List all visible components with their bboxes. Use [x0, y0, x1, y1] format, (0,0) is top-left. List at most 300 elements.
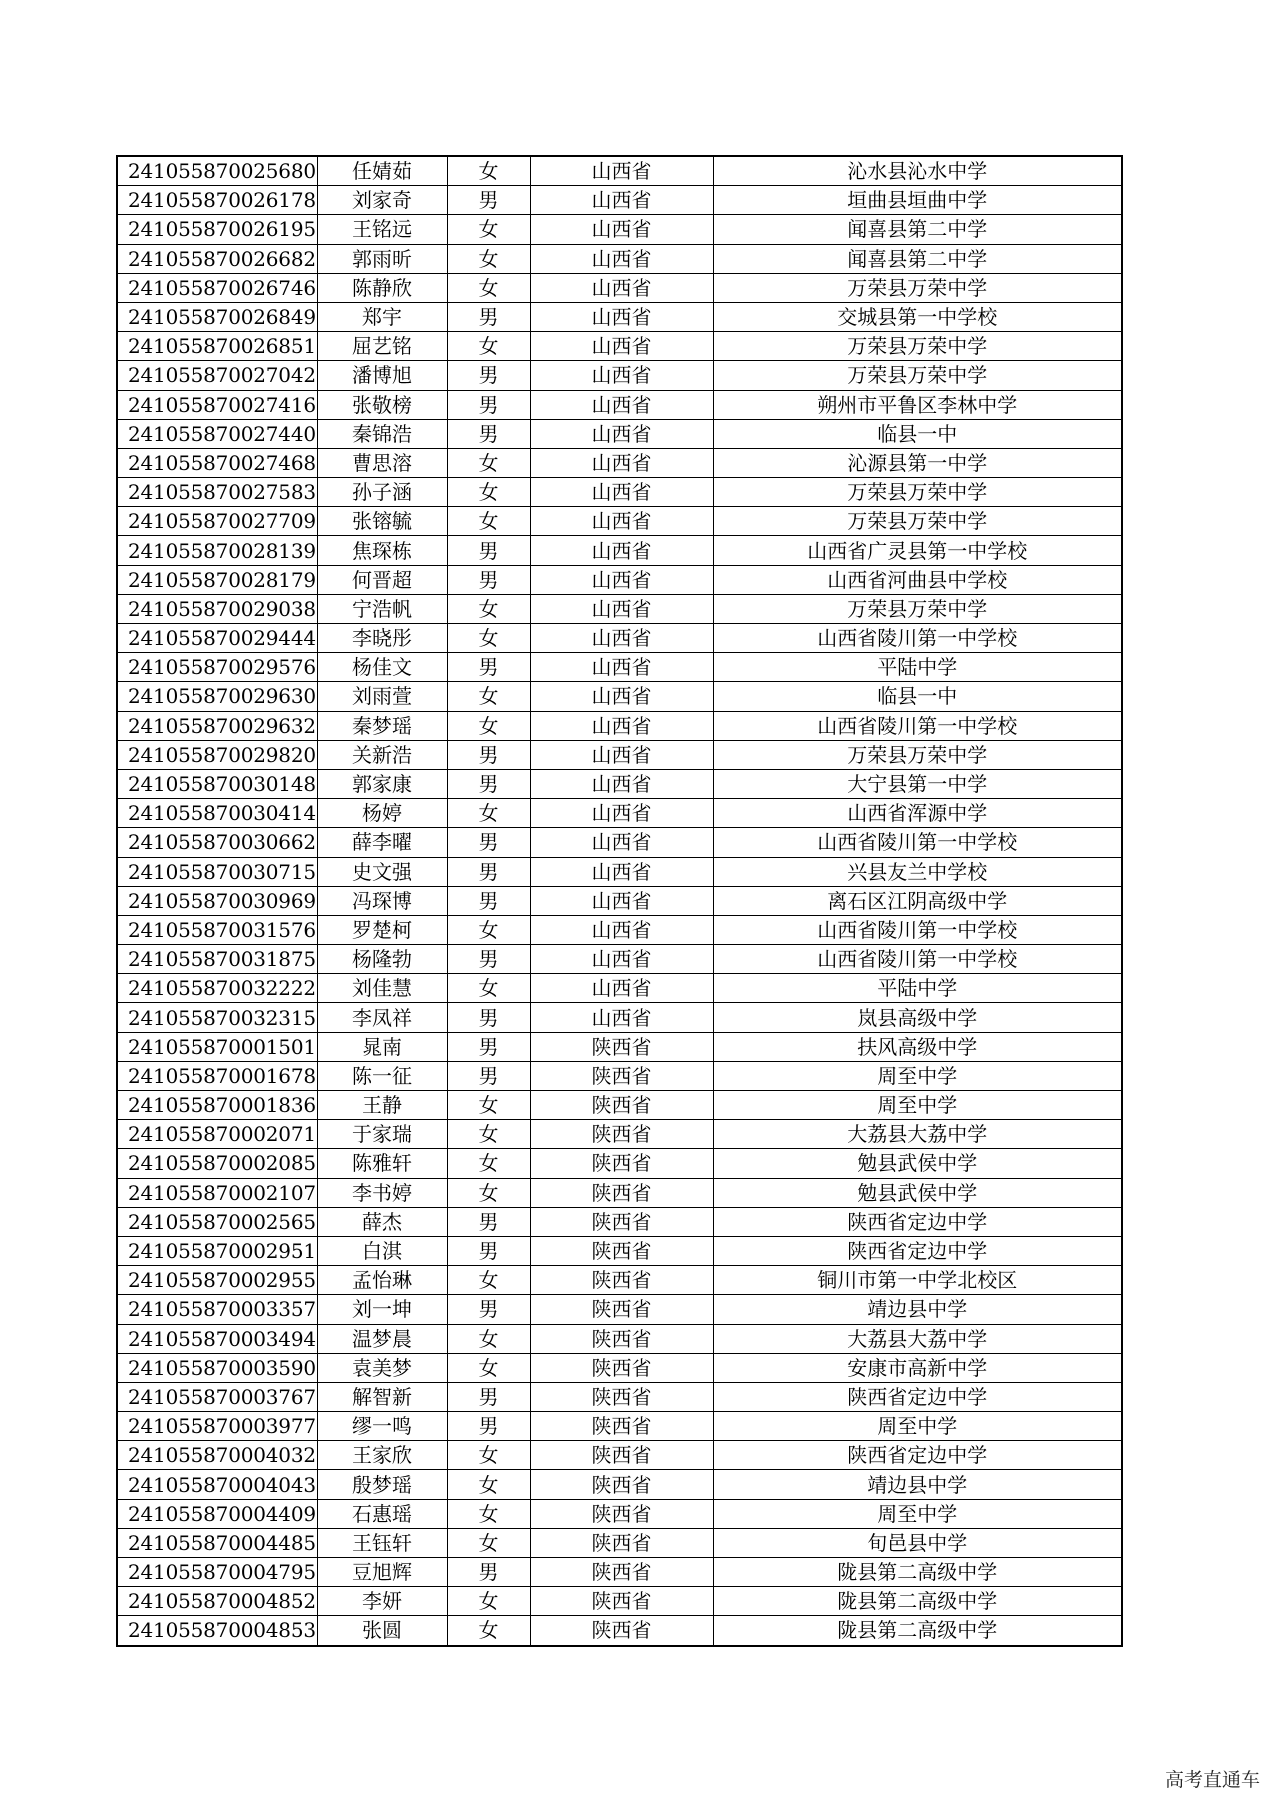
candidate-id-cell: 241055870001501: [117, 1032, 317, 1061]
gender-cell: 女: [447, 799, 530, 828]
table-row: [117, 1149, 1122, 1178]
table-row: [117, 156, 1122, 186]
table-row: [117, 769, 1122, 798]
gender-cell: 女: [447, 1149, 530, 1178]
name-cell: 张敬榜: [317, 390, 447, 419]
candidate-id-cell: 241055870032315: [117, 1003, 317, 1032]
gender-cell: 女: [447, 915, 530, 944]
gender-cell: 女: [447, 1266, 530, 1295]
school-cell: 万荣县万荣中学: [713, 507, 1122, 536]
candidate-id-cell: 241055870004853: [117, 1616, 317, 1646]
gender-cell: 女: [447, 1470, 530, 1499]
school-cell: 兴县友兰中学校: [713, 857, 1122, 886]
school-cell: 扶风高级中学: [713, 1032, 1122, 1061]
name-cell: 何晋超: [317, 565, 447, 594]
school-cell: 临县一中: [713, 682, 1122, 711]
name-cell: 罗楚柯: [317, 915, 447, 944]
gender-cell: 女: [447, 594, 530, 623]
province-cell: 山西省: [530, 536, 713, 565]
gender-cell: 男: [447, 945, 530, 974]
table-row: [117, 624, 1122, 653]
gender-cell: 男: [447, 186, 530, 215]
province-cell: 山西省: [530, 302, 713, 331]
table-row: [117, 1470, 1122, 1499]
candidate-id-cell: 241055870029630: [117, 682, 317, 711]
province-cell: 山西省: [530, 740, 713, 769]
province-cell: 陕西省: [530, 1295, 713, 1324]
name-cell: 焦琛栋: [317, 536, 447, 565]
gender-cell: 女: [447, 478, 530, 507]
table-row: [117, 1061, 1122, 1090]
name-cell: 屈艺铭: [317, 332, 447, 361]
province-cell: 陕西省: [530, 1091, 713, 1120]
table-row: [117, 682, 1122, 711]
province-cell: 山西省: [530, 1003, 713, 1032]
school-cell: 万荣县万荣中学: [713, 332, 1122, 361]
name-cell: 孟怡琳: [317, 1266, 447, 1295]
gender-cell: 男: [447, 565, 530, 594]
province-cell: 陕西省: [530, 1587, 713, 1616]
name-cell: 孙子涵: [317, 478, 447, 507]
school-cell: 临县一中: [713, 419, 1122, 448]
table-row: [117, 1587, 1122, 1616]
school-cell: 山西省陵川第一中学校: [713, 624, 1122, 653]
name-cell: 陈静欣: [317, 273, 447, 302]
school-cell: 离石区江阴高级中学: [713, 886, 1122, 915]
province-cell: 陕西省: [530, 1558, 713, 1587]
province-cell: 山西省: [530, 244, 713, 273]
name-cell: 杨佳文: [317, 653, 447, 682]
province-cell: 山西省: [530, 769, 713, 798]
candidate-id-cell: 241055870004852: [117, 1587, 317, 1616]
table-row: [117, 332, 1122, 361]
gender-cell: 男: [447, 1061, 530, 1090]
province-cell: 山西省: [530, 215, 713, 244]
candidate-id-cell: 241055870030662: [117, 828, 317, 857]
candidate-id-cell: 241055870028139: [117, 536, 317, 565]
name-cell: 王铭远: [317, 215, 447, 244]
school-cell: 大宁县第一中学: [713, 769, 1122, 798]
province-cell: 陕西省: [530, 1441, 713, 1470]
gender-cell: 男: [447, 857, 530, 886]
school-cell: 大荔县大荔中学: [713, 1324, 1122, 1353]
name-cell: 李书婷: [317, 1178, 447, 1207]
province-cell: 陕西省: [530, 1470, 713, 1499]
school-cell: 山西省陵川第一中学校: [713, 711, 1122, 740]
name-cell: 石惠瑶: [317, 1499, 447, 1528]
candidate-id-cell: 241055870027440: [117, 419, 317, 448]
province-cell: 陕西省: [530, 1528, 713, 1557]
table-row: [117, 1324, 1122, 1353]
gender-cell: 女: [447, 682, 530, 711]
candidate-id-cell: 241055870026851: [117, 332, 317, 361]
gender-cell: 男: [447, 1003, 530, 1032]
school-cell: 沁水县沁水中学: [713, 156, 1122, 186]
school-cell: 山西省陵川第一中学校: [713, 915, 1122, 944]
gender-cell: 女: [447, 974, 530, 1003]
province-cell: 陕西省: [530, 1120, 713, 1149]
candidate-id-cell: 241055870003590: [117, 1353, 317, 1382]
table-row: [117, 740, 1122, 769]
school-cell: 陕西省定边中学: [713, 1382, 1122, 1411]
table-row: [117, 857, 1122, 886]
province-cell: 山西省: [530, 390, 713, 419]
candidate-id-cell: 241055870026178: [117, 186, 317, 215]
candidate-id-cell: 241055870003767: [117, 1382, 317, 1411]
table-row: [117, 799, 1122, 828]
table-row: [117, 186, 1122, 215]
province-cell: 陕西省: [530, 1178, 713, 1207]
province-cell: 山西省: [530, 682, 713, 711]
candidate-id-cell: 241055870030715: [117, 857, 317, 886]
candidate-id-cell: 241055870002107: [117, 1178, 317, 1207]
gender-cell: 女: [447, 1587, 530, 1616]
table-row: [117, 1120, 1122, 1149]
table-row: [117, 915, 1122, 944]
province-cell: 山西省: [530, 974, 713, 1003]
gender-cell: 男: [447, 361, 530, 390]
gender-cell: 男: [447, 653, 530, 682]
name-cell: 杨隆勃: [317, 945, 447, 974]
table-row: [117, 1353, 1122, 1382]
school-cell: 沁源县第一中学: [713, 448, 1122, 477]
gender-cell: 女: [447, 1616, 530, 1646]
candidate-id-cell: 241055870031576: [117, 915, 317, 944]
table-row: [117, 711, 1122, 740]
name-cell: 宁浩帆: [317, 594, 447, 623]
gender-cell: 男: [447, 390, 530, 419]
school-cell: 山西省河曲县中学校: [713, 565, 1122, 594]
candidate-id-cell: 241055870003357: [117, 1295, 317, 1324]
name-cell: 于家瑞: [317, 1120, 447, 1149]
name-cell: 杨婷: [317, 799, 447, 828]
table-row: [117, 419, 1122, 448]
table-row: [117, 478, 1122, 507]
table-row: [117, 244, 1122, 273]
province-cell: 山西省: [530, 448, 713, 477]
name-cell: 王静: [317, 1091, 447, 1120]
name-cell: 晁南: [317, 1032, 447, 1061]
candidate-id-cell: 241055870003977: [117, 1412, 317, 1441]
name-cell: 曹思溶: [317, 448, 447, 477]
name-cell: 李凤祥: [317, 1003, 447, 1032]
candidate-id-cell: 241055870027416: [117, 390, 317, 419]
gender-cell: 女: [447, 215, 530, 244]
watermark-text: 高考直通车: [1164, 1769, 1260, 1791]
province-cell: 陕西省: [530, 1149, 713, 1178]
school-cell: 万荣县万荣中学: [713, 478, 1122, 507]
school-cell: 周至中学: [713, 1061, 1122, 1090]
gender-cell: 男: [447, 1236, 530, 1265]
candidate-id-cell: 241055870029576: [117, 653, 317, 682]
candidate-id-cell: 241055870029444: [117, 624, 317, 653]
gender-cell: 女: [447, 244, 530, 273]
candidate-id-cell: 241055870001678: [117, 1061, 317, 1090]
gender-cell: 男: [447, 302, 530, 331]
candidate-id-cell: 241055870026195: [117, 215, 317, 244]
table-row: [117, 273, 1122, 302]
candidate-id-cell: 241055870030148: [117, 769, 317, 798]
school-cell: 垣曲县垣曲中学: [713, 186, 1122, 215]
school-cell: 万荣县万荣中学: [713, 361, 1122, 390]
name-cell: 殷梦瑶: [317, 1470, 447, 1499]
name-cell: 刘一坤: [317, 1295, 447, 1324]
candidate-id-cell: 241055870029038: [117, 594, 317, 623]
table-row: [117, 1032, 1122, 1061]
table-row: [117, 1441, 1122, 1470]
school-cell: 平陆中学: [713, 653, 1122, 682]
table-row: [117, 536, 1122, 565]
candidate-id-cell: 241055870026746: [117, 273, 317, 302]
table-row: [117, 1616, 1122, 1646]
candidate-id-cell: 241055870002565: [117, 1207, 317, 1236]
name-cell: 关新浩: [317, 740, 447, 769]
gender-cell: 男: [447, 419, 530, 448]
name-cell: 薛李曜: [317, 828, 447, 857]
province-cell: 山西省: [530, 156, 713, 186]
gender-cell: 女: [447, 507, 530, 536]
name-cell: 李妍: [317, 1587, 447, 1616]
school-cell: 万荣县万荣中学: [713, 594, 1122, 623]
candidate-id-cell: 241055870026849: [117, 302, 317, 331]
candidate-id-cell: 241055870030414: [117, 799, 317, 828]
province-cell: 山西省: [530, 273, 713, 302]
gender-cell: 男: [447, 886, 530, 915]
gender-cell: 女: [447, 273, 530, 302]
table-row: [117, 302, 1122, 331]
admission-list: [116, 155, 1123, 1647]
name-cell: 潘博旭: [317, 361, 447, 390]
gender-cell: 女: [447, 1120, 530, 1149]
province-cell: 山西省: [530, 565, 713, 594]
gender-cell: 男: [447, 1207, 530, 1236]
name-cell: 陈雅轩: [317, 1149, 447, 1178]
school-cell: 陕西省定边中学: [713, 1236, 1122, 1265]
gender-cell: 男: [447, 1382, 530, 1411]
school-cell: 靖边县中学: [713, 1470, 1122, 1499]
table-body: [117, 156, 1122, 1646]
school-cell: 旬邑县中学: [713, 1528, 1122, 1557]
name-cell: 张圆: [317, 1616, 447, 1646]
school-cell: 周至中学: [713, 1499, 1122, 1528]
name-cell: 张镕毓: [317, 507, 447, 536]
candidate-id-cell: 241055870030969: [117, 886, 317, 915]
table-row: [117, 1558, 1122, 1587]
table-row: [117, 1382, 1122, 1411]
school-cell: 陇县第二高级中学: [713, 1616, 1122, 1646]
table-row: [117, 1499, 1122, 1528]
name-cell: 刘家奇: [317, 186, 447, 215]
table-row: [117, 886, 1122, 915]
candidate-id-cell: 241055870027042: [117, 361, 317, 390]
school-cell: 交城县第一中学校: [713, 302, 1122, 331]
province-cell: 陕西省: [530, 1324, 713, 1353]
table-row: [117, 1528, 1122, 1557]
school-cell: 陇县第二高级中学: [713, 1587, 1122, 1616]
province-cell: 山西省: [530, 186, 713, 215]
province-cell: 山西省: [530, 594, 713, 623]
table-row: [117, 215, 1122, 244]
school-cell: 铜川市第一中学北校区: [713, 1266, 1122, 1295]
table-row: [117, 1003, 1122, 1032]
candidate-id-cell: 241055870002951: [117, 1236, 317, 1265]
province-cell: 山西省: [530, 507, 713, 536]
province-cell: 山西省: [530, 624, 713, 653]
name-cell: 史文强: [317, 857, 447, 886]
school-cell: 平陆中学: [713, 974, 1122, 1003]
candidate-id-cell: 241055870004485: [117, 1528, 317, 1557]
name-cell: 王家欣: [317, 1441, 447, 1470]
gender-cell: 女: [447, 1324, 530, 1353]
province-cell: 陕西省: [530, 1616, 713, 1646]
candidate-id-cell: 241055870031875: [117, 945, 317, 974]
student-table: [116, 155, 1123, 1647]
school-cell: 闻喜县第二中学: [713, 244, 1122, 273]
table-row: [117, 1412, 1122, 1441]
candidate-id-cell: 241055870027709: [117, 507, 317, 536]
province-cell: 山西省: [530, 857, 713, 886]
candidate-id-cell: 241055870004409: [117, 1499, 317, 1528]
name-cell: 缪一鸣: [317, 1412, 447, 1441]
province-cell: 山西省: [530, 799, 713, 828]
candidate-id-cell: 241055870029632: [117, 711, 317, 740]
province-cell: 山西省: [530, 945, 713, 974]
name-cell: 刘佳慧: [317, 974, 447, 1003]
name-cell: 刘雨萱: [317, 682, 447, 711]
school-cell: 山西省陵川第一中学校: [713, 828, 1122, 857]
gender-cell: 女: [447, 1091, 530, 1120]
candidate-id-cell: 241055870004032: [117, 1441, 317, 1470]
table-row: [117, 361, 1122, 390]
province-cell: 山西省: [530, 653, 713, 682]
gender-cell: 女: [447, 624, 530, 653]
school-cell: 朔州市平鲁区李林中学: [713, 390, 1122, 419]
gender-cell: 女: [447, 1528, 530, 1557]
name-cell: 陈一征: [317, 1061, 447, 1090]
gender-cell: 男: [447, 536, 530, 565]
gender-cell: 女: [447, 1178, 530, 1207]
table-row: [117, 594, 1122, 623]
name-cell: 袁美梦: [317, 1353, 447, 1382]
table-row: [117, 1207, 1122, 1236]
table-row: [117, 1295, 1122, 1324]
candidate-id-cell: 241055870003494: [117, 1324, 317, 1353]
gender-cell: 男: [447, 769, 530, 798]
name-cell: 郭雨昕: [317, 244, 447, 273]
gender-cell: 男: [447, 1295, 530, 1324]
name-cell: 任婧茹: [317, 156, 447, 186]
candidate-id-cell: 241055870004043: [117, 1470, 317, 1499]
name-cell: 郑宇: [317, 302, 447, 331]
candidate-id-cell: 241055870027468: [117, 448, 317, 477]
name-cell: 秦锦浩: [317, 419, 447, 448]
school-cell: 山西省浑源中学: [713, 799, 1122, 828]
school-cell: 安康市高新中学: [713, 1353, 1122, 1382]
name-cell: 冯琛博: [317, 886, 447, 915]
province-cell: 山西省: [530, 828, 713, 857]
table-row: [117, 1236, 1122, 1265]
school-cell: 周至中学: [713, 1412, 1122, 1441]
province-cell: 陕西省: [530, 1499, 713, 1528]
province-cell: 山西省: [530, 332, 713, 361]
gender-cell: 女: [447, 1353, 530, 1382]
school-cell: 山西省广灵县第一中学校: [713, 536, 1122, 565]
school-cell: 岚县高级中学: [713, 1003, 1122, 1032]
candidate-id-cell: 241055870029820: [117, 740, 317, 769]
name-cell: 豆旭辉: [317, 1558, 447, 1587]
candidate-id-cell: 241055870002955: [117, 1266, 317, 1295]
gender-cell: 男: [447, 740, 530, 769]
gender-cell: 女: [447, 711, 530, 740]
province-cell: 陕西省: [530, 1353, 713, 1382]
province-cell: 山西省: [530, 361, 713, 390]
candidate-id-cell: 241055870002085: [117, 1149, 317, 1178]
table-row: [117, 945, 1122, 974]
school-cell: 万荣县万荣中学: [713, 273, 1122, 302]
candidate-id-cell: 241055870004795: [117, 1558, 317, 1587]
candidate-id-cell: 241055870002071: [117, 1120, 317, 1149]
name-cell: 李晓彤: [317, 624, 447, 653]
province-cell: 陕西省: [530, 1236, 713, 1265]
school-cell: 山西省陵川第一中学校: [713, 945, 1122, 974]
gender-cell: 男: [447, 1558, 530, 1587]
school-cell: 闻喜县第二中学: [713, 215, 1122, 244]
school-cell: 万荣县万荣中学: [713, 740, 1122, 769]
province-cell: 山西省: [530, 478, 713, 507]
gender-cell: 女: [447, 1441, 530, 1470]
province-cell: 山西省: [530, 915, 713, 944]
table-row: [117, 1091, 1122, 1120]
school-cell: 靖边县中学: [713, 1295, 1122, 1324]
candidate-id-cell: 241055870028179: [117, 565, 317, 594]
gender-cell: 女: [447, 1499, 530, 1528]
school-cell: 陕西省定边中学: [713, 1441, 1122, 1470]
candidate-id-cell: 241055870032222: [117, 974, 317, 1003]
province-cell: 山西省: [530, 886, 713, 915]
table-row: [117, 1266, 1122, 1295]
gender-cell: 女: [447, 156, 530, 186]
province-cell: 陕西省: [530, 1032, 713, 1061]
candidate-id-cell: 241055870026682: [117, 244, 317, 273]
table-row: [117, 974, 1122, 1003]
table-row: [117, 507, 1122, 536]
province-cell: 陕西省: [530, 1266, 713, 1295]
school-cell: 勉县武侯中学: [713, 1149, 1122, 1178]
table-row: [117, 390, 1122, 419]
province-cell: 山西省: [530, 419, 713, 448]
candidate-id-cell: 241055870001836: [117, 1091, 317, 1120]
school-cell: 大荔县大荔中学: [713, 1120, 1122, 1149]
gender-cell: 男: [447, 1412, 530, 1441]
province-cell: 陕西省: [530, 1061, 713, 1090]
table-row: [117, 828, 1122, 857]
name-cell: 王钰轩: [317, 1528, 447, 1557]
table-row: [117, 653, 1122, 682]
name-cell: 郭家康: [317, 769, 447, 798]
school-cell: 陇县第二高级中学: [713, 1558, 1122, 1587]
name-cell: 解智新: [317, 1382, 447, 1411]
gender-cell: 女: [447, 448, 530, 477]
gender-cell: 男: [447, 828, 530, 857]
province-cell: 陕西省: [530, 1382, 713, 1411]
name-cell: 秦梦瑶: [317, 711, 447, 740]
province-cell: 陕西省: [530, 1412, 713, 1441]
table-row: [117, 1178, 1122, 1207]
table-row: [117, 565, 1122, 594]
school-cell: 周至中学: [713, 1091, 1122, 1120]
gender-cell: 男: [447, 1032, 530, 1061]
name-cell: 薛杰: [317, 1207, 447, 1236]
